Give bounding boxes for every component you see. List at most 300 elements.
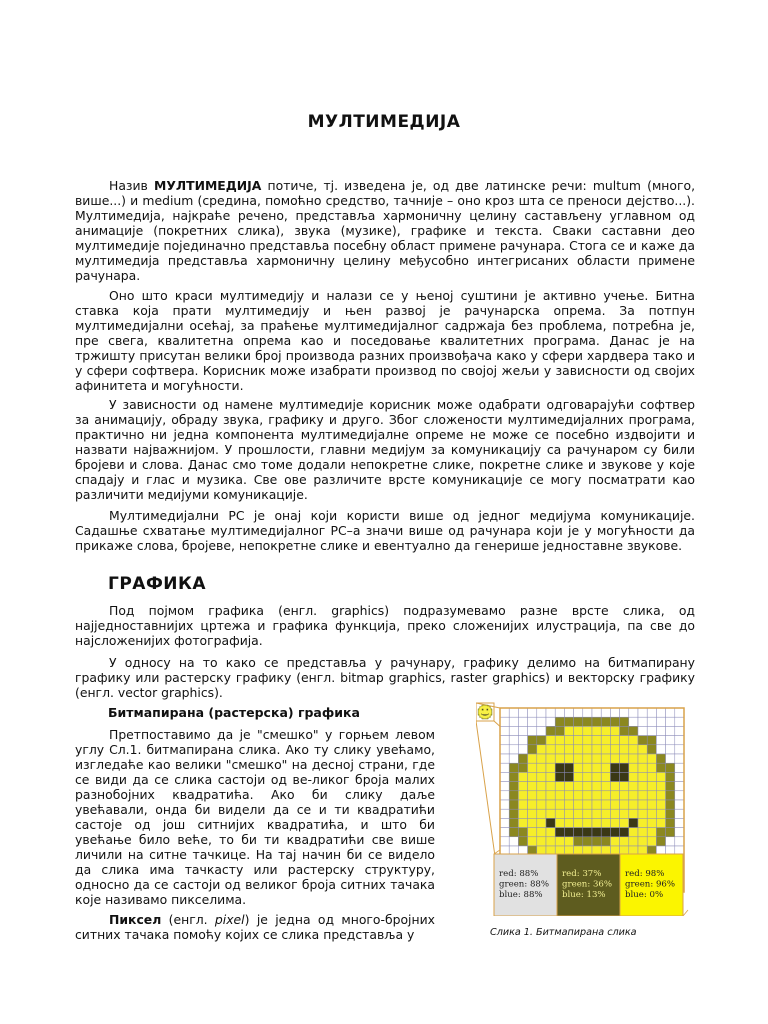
small-pixel bbox=[490, 707, 491, 708]
pixel-cell bbox=[564, 754, 573, 763]
pixel-cell bbox=[555, 782, 564, 791]
small-pixel bbox=[484, 711, 485, 712]
pixel-cell bbox=[509, 763, 518, 772]
pixel-cell bbox=[675, 736, 684, 745]
small-pixel bbox=[489, 713, 490, 714]
small-pixel bbox=[487, 716, 488, 717]
pixel-cell bbox=[518, 828, 527, 837]
pixel-cell bbox=[592, 772, 601, 781]
small-pixel bbox=[487, 718, 488, 719]
small-pixel bbox=[482, 714, 483, 715]
small-pixel bbox=[485, 713, 486, 714]
pixel-cell bbox=[629, 782, 638, 791]
pixel-cell bbox=[583, 791, 592, 800]
pixel-cell bbox=[666, 736, 675, 745]
pixel-cell bbox=[528, 754, 537, 763]
small-pixel bbox=[487, 710, 488, 711]
small-pixel bbox=[482, 706, 483, 707]
pixel-cell bbox=[500, 726, 509, 735]
pixel-cell bbox=[509, 726, 518, 735]
pixel-cell bbox=[620, 754, 629, 763]
small-pixel bbox=[491, 710, 492, 711]
pixel-cell bbox=[647, 754, 656, 763]
pixel-cell bbox=[610, 763, 619, 772]
pixel-cell bbox=[537, 818, 546, 827]
pixel-cell bbox=[638, 800, 647, 809]
pixel-cell bbox=[518, 809, 527, 818]
small-pixel bbox=[489, 711, 490, 712]
pixel-cell bbox=[656, 837, 665, 846]
pixel-cell bbox=[555, 818, 564, 827]
intro-rest: потиче, тј. изведена је, од две латинске речи: multum (много, више...) и medium (средина, помоћно средство, тачније – оно кроз шта се преноси дејство...). Мултимедија, најкраће речено, представља хармоничну целину састављену углавном од анимације (покретних слика), звука (музике), графике и текста. Сваки саставни део мултимедије појединачно представља посебну област примене рачунара. Стога се и каже да мултимедија представља хармоничну целину међусобно интегрисаних области примене рачунара. bbox=[75, 178, 696, 283]
small-pixel bbox=[487, 706, 488, 707]
small-pixel bbox=[491, 713, 492, 714]
pixel-cell bbox=[500, 782, 509, 791]
color-swatches bbox=[494, 854, 683, 916]
small-pixel bbox=[486, 716, 487, 717]
small-pixel bbox=[482, 708, 483, 709]
small-pixel bbox=[486, 718, 487, 719]
pixel-cell bbox=[528, 745, 537, 754]
small-pixel bbox=[483, 718, 484, 719]
pixel-cell bbox=[638, 708, 647, 717]
small-pixel bbox=[479, 710, 480, 711]
pixel-cell bbox=[666, 726, 675, 735]
pixel-cell bbox=[528, 763, 537, 772]
small-pixel bbox=[484, 713, 485, 714]
pixel-cell bbox=[620, 726, 629, 735]
small-pixel bbox=[488, 706, 489, 707]
pixel-cell bbox=[666, 763, 675, 772]
pixel-cell bbox=[537, 717, 546, 726]
small-pixel bbox=[484, 706, 485, 707]
small-pixel bbox=[482, 710, 483, 711]
pixel-cell bbox=[555, 754, 564, 763]
small-pixel bbox=[485, 714, 486, 715]
pixel-cell bbox=[666, 809, 675, 818]
pixel-cell bbox=[555, 717, 564, 726]
small-pixel bbox=[488, 714, 489, 715]
small-pixel bbox=[487, 713, 488, 714]
small-pixel bbox=[490, 706, 491, 707]
pixel-cell bbox=[583, 708, 592, 717]
pixel-cell bbox=[620, 708, 629, 717]
pixel-cell bbox=[601, 708, 610, 717]
small-pixel bbox=[487, 705, 488, 706]
small-pixel bbox=[484, 707, 485, 708]
pixel-cell bbox=[546, 800, 555, 809]
pixel-cell bbox=[610, 736, 619, 745]
pixel-cell bbox=[629, 717, 638, 726]
small-pixel bbox=[486, 711, 487, 712]
small-pixel bbox=[483, 710, 484, 711]
small-pixel bbox=[487, 706, 488, 707]
pixel-cell bbox=[666, 818, 675, 827]
small-pixel bbox=[488, 710, 489, 711]
small-pixel bbox=[483, 705, 484, 706]
pixel-cell bbox=[620, 782, 629, 791]
small-pixel bbox=[491, 710, 492, 711]
pixel-cell bbox=[537, 708, 546, 717]
pixel-cell bbox=[592, 818, 601, 827]
pixel-cell bbox=[574, 809, 583, 818]
pixel-cell bbox=[592, 800, 601, 809]
small-pixel bbox=[485, 714, 486, 715]
pixel-cell bbox=[500, 791, 509, 800]
pixel-cell bbox=[592, 828, 601, 837]
small-pixel bbox=[490, 715, 491, 716]
small-pixel bbox=[482, 718, 483, 719]
small-pixel bbox=[484, 712, 485, 713]
small-pixel bbox=[481, 710, 482, 711]
small-pixel bbox=[483, 707, 484, 708]
small-pixel bbox=[491, 710, 492, 711]
pixel-cell bbox=[629, 726, 638, 735]
pixel-cell bbox=[509, 809, 518, 818]
small-pixel bbox=[483, 716, 484, 717]
pixel-cell bbox=[509, 837, 518, 846]
pixel-cell bbox=[592, 708, 601, 717]
small-pixel bbox=[489, 707, 490, 708]
pixel-cell bbox=[620, 791, 629, 800]
small-pixel bbox=[484, 718, 485, 719]
pixel-cell bbox=[555, 772, 564, 781]
pixel-cell bbox=[610, 754, 619, 763]
small-pixel bbox=[479, 707, 480, 708]
small-pixel bbox=[483, 714, 484, 715]
pixel-cell bbox=[564, 818, 573, 827]
pixel-cell bbox=[509, 708, 518, 717]
pixel-cell bbox=[647, 726, 656, 735]
pixel-cell bbox=[555, 791, 564, 800]
small-pixel bbox=[489, 710, 490, 711]
pixel-cell bbox=[638, 782, 647, 791]
small-pixel bbox=[478, 710, 479, 711]
pixel-cell bbox=[500, 708, 509, 717]
pixel-cell bbox=[666, 800, 675, 809]
small-pixel bbox=[484, 714, 485, 715]
pixel-cell bbox=[518, 791, 527, 800]
small-pixel bbox=[490, 708, 491, 709]
small-pixel bbox=[487, 706, 488, 707]
small-pixel bbox=[486, 712, 487, 713]
small-pixel bbox=[479, 711, 480, 712]
small-pixel bbox=[487, 706, 488, 707]
small-pixel bbox=[483, 708, 484, 709]
small-pixel bbox=[487, 707, 488, 708]
pixel-cell bbox=[518, 708, 527, 717]
intro-prefix: Назив bbox=[109, 178, 154, 193]
pixel-cell bbox=[638, 809, 647, 818]
pixel-cell bbox=[647, 736, 656, 745]
small-pixel bbox=[481, 710, 482, 711]
pixel-cell bbox=[601, 736, 610, 745]
pixel-cell bbox=[656, 828, 665, 837]
pixel-cell bbox=[583, 745, 592, 754]
small-pixel bbox=[486, 707, 487, 708]
small-pixel bbox=[490, 709, 491, 710]
small-pixel bbox=[482, 717, 483, 718]
small-pixel bbox=[491, 714, 492, 715]
paragraph-8 bbox=[75, 912, 435, 942]
small-pixel bbox=[487, 712, 488, 713]
small-pixel bbox=[482, 707, 483, 708]
small-pixel bbox=[489, 714, 490, 715]
small-pixel bbox=[485, 708, 486, 709]
pixel-cell bbox=[638, 717, 647, 726]
pixel-cell bbox=[592, 837, 601, 846]
small-pixel bbox=[487, 708, 488, 709]
small-pixel bbox=[481, 708, 482, 709]
small-pixel bbox=[491, 714, 492, 715]
pixel-cell bbox=[656, 745, 665, 754]
pixel-italic-term: pixel bbox=[214, 912, 245, 927]
pixel-cell bbox=[528, 708, 537, 717]
small-smiley-icon bbox=[478, 705, 492, 719]
pixel-cell bbox=[518, 800, 527, 809]
small-pixel bbox=[489, 708, 490, 709]
small-pixel bbox=[484, 709, 485, 710]
swatch-value: green: 36% bbox=[562, 879, 613, 890]
small-pixel bbox=[482, 710, 483, 711]
small-pixel bbox=[487, 717, 488, 718]
pixel-cell bbox=[629, 828, 638, 837]
pixel-cell bbox=[564, 763, 573, 772]
pixel-cell bbox=[656, 726, 665, 735]
small-pixel bbox=[481, 718, 482, 719]
pixel-cell bbox=[500, 828, 509, 837]
pixel-cell bbox=[601, 772, 610, 781]
pixel-cell bbox=[656, 717, 665, 726]
small-pixel bbox=[479, 709, 480, 710]
pixel-cell bbox=[546, 745, 555, 754]
pixel-cell bbox=[583, 800, 592, 809]
small-pixel bbox=[483, 718, 484, 719]
small-pixel bbox=[482, 712, 483, 713]
pixel-cell bbox=[500, 754, 509, 763]
pixel-cell bbox=[647, 791, 656, 800]
bitmap-smiley-illustration bbox=[476, 700, 696, 916]
pixel-cell bbox=[528, 736, 537, 745]
small-pixel bbox=[485, 718, 486, 719]
small-pixel bbox=[485, 709, 486, 710]
subsection-title: Битмапирана (растерска) графика bbox=[108, 705, 360, 720]
small-pixel bbox=[483, 709, 484, 710]
small-pixel bbox=[483, 711, 484, 712]
small-pixel bbox=[479, 714, 480, 715]
small-pixel bbox=[486, 709, 487, 710]
pixel-cell bbox=[509, 782, 518, 791]
small-pixel bbox=[480, 711, 481, 712]
small-pixel bbox=[485, 716, 486, 717]
pixel-cell bbox=[555, 708, 564, 717]
pixel-cell bbox=[574, 708, 583, 717]
small-pixel bbox=[487, 712, 488, 713]
pixel-cell bbox=[620, 717, 629, 726]
pixel-cell bbox=[537, 800, 546, 809]
pixel-cell bbox=[592, 736, 601, 745]
small-pixel bbox=[478, 709, 479, 710]
pixel-cell bbox=[555, 726, 564, 735]
pixel-cell bbox=[555, 763, 564, 772]
paragraph-6: У односу на то како се представља у рачунару, графику делимо на битмапирану графику или растерску графику (енгл. bitmap graphics, raster graphics) и векторску графику (енгл. vector graphics). bbox=[75, 655, 695, 700]
pixel-cell bbox=[564, 745, 573, 754]
pixel-cell bbox=[675, 791, 684, 800]
small-pixel bbox=[487, 710, 488, 711]
small-pixel bbox=[485, 710, 486, 711]
pixel-cell bbox=[592, 763, 601, 772]
pixel-cell bbox=[666, 837, 675, 846]
small-pixel bbox=[484, 715, 485, 716]
small-pixel bbox=[481, 709, 482, 710]
pixel-cell bbox=[675, 763, 684, 772]
pixel-cell bbox=[518, 837, 527, 846]
small-pixel bbox=[484, 705, 485, 706]
small-pixel bbox=[484, 714, 485, 715]
pixel-cell bbox=[610, 726, 619, 735]
small-pixel bbox=[485, 705, 486, 706]
pixel-cell bbox=[528, 717, 537, 726]
pixel-cell bbox=[601, 809, 610, 818]
pixel-cell bbox=[629, 818, 638, 827]
small-pixel bbox=[483, 708, 484, 709]
small-pixel bbox=[490, 710, 491, 711]
small-pixel bbox=[489, 715, 490, 716]
small-pixel bbox=[487, 705, 488, 706]
small-pixel bbox=[485, 711, 486, 712]
pixel-cell bbox=[564, 800, 573, 809]
pixel-cell bbox=[629, 763, 638, 772]
small-pixel bbox=[479, 713, 480, 714]
pixel-cell bbox=[546, 726, 555, 735]
pixel-cell bbox=[675, 772, 684, 781]
pixel-cell bbox=[601, 800, 610, 809]
small-pixel bbox=[490, 714, 491, 715]
small-pixel bbox=[485, 710, 486, 711]
small-pixel bbox=[483, 710, 484, 711]
pixel-cell bbox=[656, 809, 665, 818]
pixel-cell bbox=[500, 809, 509, 818]
pixel-cell bbox=[537, 772, 546, 781]
pixel-cell bbox=[666, 782, 675, 791]
pixel-open: (енгл. bbox=[161, 912, 215, 927]
small-pixel bbox=[480, 712, 481, 713]
small-pixel bbox=[487, 710, 488, 711]
small-pixel bbox=[486, 706, 487, 707]
pixel-cell bbox=[528, 818, 537, 827]
pixel-cell bbox=[610, 782, 619, 791]
small-pixel bbox=[488, 716, 489, 717]
pixel-cell bbox=[500, 837, 509, 846]
pixel-cell bbox=[656, 782, 665, 791]
pixel-cell bbox=[629, 736, 638, 745]
pixel-cell bbox=[656, 791, 665, 800]
small-pixel bbox=[489, 716, 490, 717]
pixel-cell bbox=[500, 745, 509, 754]
intro-paragraph bbox=[75, 178, 695, 283]
small-pixel bbox=[482, 715, 483, 716]
small-pixel bbox=[479, 715, 480, 716]
small-pixel bbox=[481, 715, 482, 716]
pixel-cell bbox=[629, 837, 638, 846]
pixel-cell bbox=[500, 818, 509, 827]
small-pixel bbox=[491, 709, 492, 710]
pixel-rest: ) је једна од много-бројних ситних тачака помоћу којих се слика представља у bbox=[75, 912, 435, 942]
small-pixel bbox=[483, 706, 484, 707]
swatch-value: red: 88% bbox=[499, 869, 539, 879]
small-pixel bbox=[483, 715, 484, 716]
pixel-cell bbox=[629, 754, 638, 763]
pixel-cell bbox=[564, 736, 573, 745]
small-pixel bbox=[488, 706, 489, 707]
small-pixel bbox=[488, 712, 489, 713]
paragraph-2: Оно што краси мултимедију и налази се у њеној суштини је активно учење. Битна ставка која прати мултимедију и њен развој је рачунарска опрема. За потпун мултимедијални осећај, за праћење мултимедијалног садржаја без проблема, потребна је, пре свега, квалитетна опрема као и поседовање квалитетних програма. Данас је на тржишту присутан велики број производа разних произвођача како у сфери хардвера тако и у сфери софтвера. Корисник може изабрати производ по својој жељи у зависности од својих афинитета и могућности. bbox=[75, 288, 695, 393]
pixel-cell bbox=[518, 818, 527, 827]
small-pixel bbox=[486, 705, 487, 706]
pixel-cell bbox=[638, 837, 647, 846]
small-pixel bbox=[479, 712, 480, 713]
small-pixel bbox=[487, 714, 488, 715]
pixel-cell bbox=[546, 782, 555, 791]
pixel-cell bbox=[574, 800, 583, 809]
small-pixel bbox=[482, 711, 483, 712]
pixel-cell bbox=[537, 736, 546, 745]
pixel-cell bbox=[528, 837, 537, 846]
pixel-cell bbox=[564, 791, 573, 800]
small-pixel bbox=[487, 718, 488, 719]
pixel-cell bbox=[592, 754, 601, 763]
pixel-cell bbox=[574, 754, 583, 763]
small-pixel bbox=[481, 706, 482, 707]
small-pixel bbox=[483, 706, 484, 707]
small-pixel bbox=[487, 713, 488, 714]
pixel-cell bbox=[610, 745, 619, 754]
paragraph-3: У зависности од намене мултимедије корисник може одабрати одговарајући софтвер за анимацију, обраду звука, графику и друго. Због сложености мултимедијалних програма, практично ни једна компонента мултимедијалне опреме не може се посебно издвојити и назвати најважнијом. У прошлости, главни медијум за комуникацију са рачунаром су били бројеви и слова. Данас смо томе додали непокретне слике, покретне слике и звукове у које спадају и глас и музика. Све ове различите врсте комуникације се могу посматрати као различити медијуми комуникације. bbox=[75, 397, 695, 502]
pixel-cell bbox=[675, 717, 684, 726]
small-pixel bbox=[481, 714, 482, 715]
small-pixel bbox=[487, 711, 488, 712]
pixel-cell bbox=[546, 717, 555, 726]
small-pixel bbox=[482, 718, 483, 719]
bitmap-figure bbox=[476, 700, 696, 916]
small-pixel bbox=[483, 714, 484, 715]
paragraph-5: Под појмом графика (енгл. graphics) подразумевамо разне врсте слика, од најједноставнијих цртежа и графика функција, преко сложенијих илустрација, па све до најсложенијих фотографија. bbox=[75, 603, 695, 648]
small-pixel bbox=[488, 713, 489, 714]
pixel-cell bbox=[537, 837, 546, 846]
pixel-cell bbox=[555, 837, 564, 846]
pixel-cell bbox=[647, 717, 656, 726]
small-pixel bbox=[478, 714, 479, 715]
pixel-cell bbox=[610, 818, 619, 827]
pixel-cell bbox=[592, 791, 601, 800]
pixel-cell bbox=[564, 717, 573, 726]
pixel-cell bbox=[675, 800, 684, 809]
pixel-cell bbox=[601, 791, 610, 800]
pixel-cell bbox=[601, 782, 610, 791]
pixel-cell bbox=[666, 754, 675, 763]
pixel-cell bbox=[564, 726, 573, 735]
pixel-cell bbox=[601, 745, 610, 754]
pixel-cell bbox=[656, 754, 665, 763]
small-pixel bbox=[480, 716, 481, 717]
pixel-cell bbox=[629, 772, 638, 781]
swatch-value: blue: 0% bbox=[625, 890, 664, 900]
swatch-value: blue: 88% bbox=[499, 890, 543, 900]
pixel-cell bbox=[574, 726, 583, 735]
small-pixel bbox=[480, 707, 481, 708]
small-pixel bbox=[480, 709, 481, 710]
small-pixel bbox=[491, 712, 492, 713]
